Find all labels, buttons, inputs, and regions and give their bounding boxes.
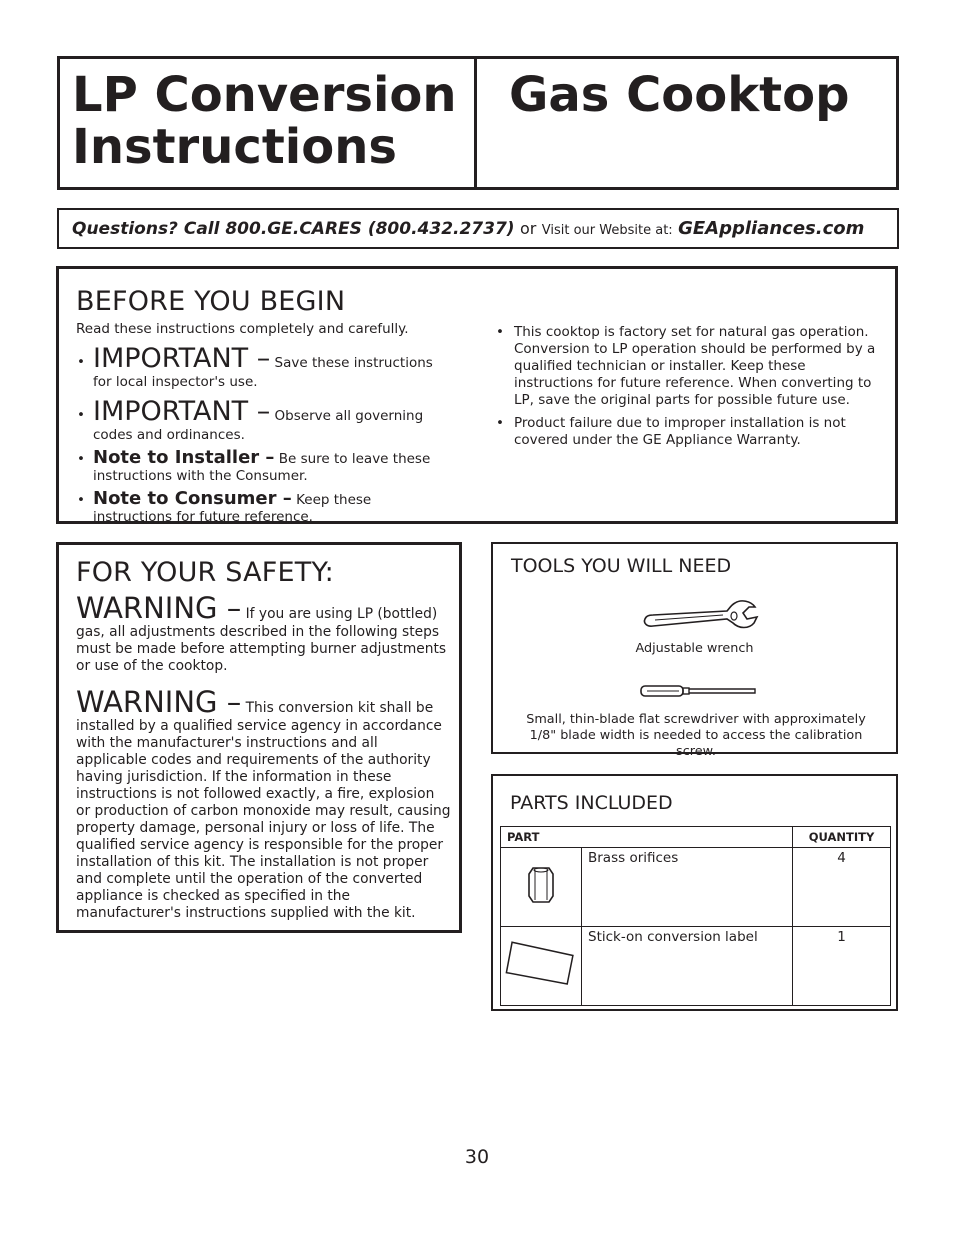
list-item: • This cooktop is factory set for natural gas operation. Conversion to LP operation should be performed by a qualified technician or installer. Keep these instructions for future reference. When converting to LP, save the original parts for possible future use. [496,324,876,408]
warning-text: If you are using LP (bottled) gas, all adjustments described in the following steps must be made before attempting burner adjustments or use of the cooktop. [76,606,447,674]
before-you-begin-title: BEFORE YOU BEGIN [76,286,346,317]
screwdriver-icon [639,683,757,699]
part-image-cell [501,927,582,1006]
note-text: Be sure to leave these instructions with the Consumer. [93,451,431,484]
table-header-row [501,827,891,848]
note-lead: Note to Installer – [93,447,275,468]
list-item: • Note to Installer – Be sure to leave these instructions with the Consumer. [77,447,431,484]
part-image-cell [501,848,582,927]
important-text: Observe all governing codes and ordinances. [93,408,424,443]
note-text: Keep these instructions for future reference. [93,492,372,525]
list-item: • Product failure due to improper installation is not covered under the GE Appliance Warranty. [496,415,846,448]
list-item: • Note to Consumer – Keep these instructions for future reference. [77,488,372,525]
adjustable-wrench-icon [641,599,759,633]
warning-lead: WARNING – [76,591,242,625]
title-box-right [474,56,899,190]
part-name: Stick-on conversion label [582,927,793,1006]
title-line-2: Instructions [72,119,397,175]
column-header-quantity: QUANTITY [793,827,891,848]
list-item: • IMPORTANT – Observe all governing codes and ordinances. [77,396,424,443]
product-title: Gas Cooktop [509,67,850,123]
before-right-column [496,324,881,455]
before-left-column [76,321,436,526]
safety-title: FOR YOUR SAFETY: [76,557,334,588]
page-title [72,69,457,173]
contact-question: Questions? Call 800.GE.CARES (800.432.2737) [72,219,515,239]
screwdriver-caption: Small, thin-blade flat screwdriver with approximately 1/8" blade width is needed to access the calibration screw. [526,712,866,759]
important-lead: IMPORTANT – [93,343,271,374]
before-intro: Read these instructions completely and carefully. [76,321,409,337]
tools-title: TOOLS YOU WILL NEED [511,555,732,577]
safety-section [56,542,462,933]
table-row [501,848,891,927]
important-lead: IMPORTANT – [93,396,271,427]
before-you-begin-section [56,266,898,524]
list-item: • IMPORTANT – Save these instructions for local inspector's use. [77,343,433,390]
important-text: Save these instructions for local inspector's use. [93,355,433,390]
wrench-caption: Adjustable wrench [635,641,754,656]
tools-section [491,542,898,759]
parts-title: PARTS INCLUDED [510,792,673,814]
website-link[interactable]: GEAppliances.com [678,218,865,239]
part-quantity: 4 [793,848,891,927]
contact-line [72,218,864,239]
parts-section [491,774,898,1011]
warning-1 [76,593,451,675]
parts-table [500,826,891,1006]
page-number: 30 [464,1146,490,1168]
brass-orifice-icon [501,848,581,922]
contact-or: or [519,219,537,238]
part-quantity: 1 [793,927,891,1006]
contact-visit: Visit our Website at: [541,223,673,238]
title-box-left [57,56,477,190]
note-lead: Note to Consumer – [93,488,292,509]
warning-text: This conversion kit shall be installed by a qualified service agency in accordance with the manufacturer's instructions and all applicable codes and requirements of the authority having jurisdiction. If the information in these instructions is not followed exactly, a fire, explosion or production of carbon monoxide may result, causing property damage, personal injury or loss of life. The qualified service agency is responsible for the proper installation of this kit. The installation is not proper and complete until the operation of the converted appliance is checked as specified in the manufacturer's instructions supplied with the kit. [76,700,451,921]
warning-2 [76,687,451,922]
conversion-label-icon [501,927,581,1001]
table-row [501,927,891,1006]
title-line-1: LP Conversion [72,67,457,123]
factory-set-text: This cooktop is factory set for natural gas operation. Conversion to LP operation should be performed by a qualified technician or installer. Keep these instructions for future reference. When converting to LP, save the original parts for possible future use. [514,324,876,408]
column-header-part: PART [501,827,793,848]
part-name: Brass orifices [582,848,793,927]
warning-lead: WARNING – [76,685,242,719]
contact-bar [57,208,899,249]
warranty-text: Product failure due to improper installation is not covered under the GE Appliance Warranty. [514,415,846,448]
